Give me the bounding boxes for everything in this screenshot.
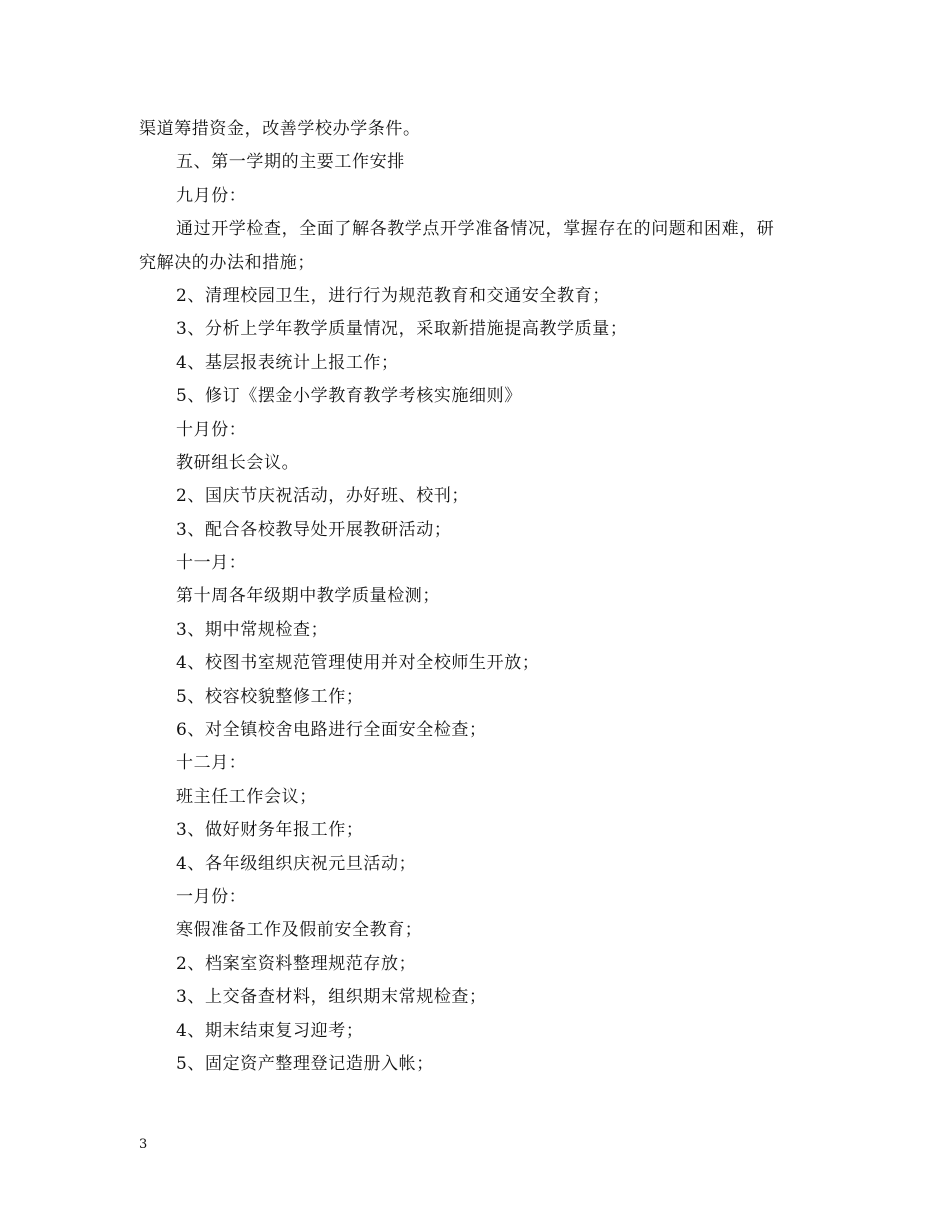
paragraph-line: 五、第一学期的主要工作安排 (176, 152, 405, 173)
page-number: 3 (139, 1137, 148, 1152)
paragraph-line: 4、基层报表统计上报工作； (176, 352, 399, 373)
paragraph-line: 九月份： (176, 185, 247, 206)
paragraph-line: 4、期末结束复习迎考； (176, 1020, 364, 1041)
paragraph-line: 班主任工作会议； (176, 786, 317, 807)
paragraph-line: 十二月： (176, 753, 247, 774)
paragraph-line: 2、档案室资料整理规范存放； (176, 953, 417, 974)
paragraph-line: 究解决的办法和措施； (139, 252, 315, 273)
paragraph-line: 3、分析上学年教学质量情况，采取新措施提高教学质量； (176, 319, 628, 340)
paragraph-line: 一月份： (176, 886, 247, 907)
paragraph-line: 3、做好财务年报工作； (176, 820, 364, 841)
paragraph-line: 3、期中常规检查； (176, 619, 329, 640)
paragraph-line: 3、配合各校教导处开展教研活动； (176, 519, 452, 540)
paragraph-line: 第十周各年级期中教学质量检测； (176, 586, 440, 607)
document-body (139, 113, 819, 1081)
paragraph-line: 4、校图书室规范管理使用并对全校师生开放； (176, 653, 540, 674)
paragraph-line: 6、对全镇校舍电路进行全面安全检查； (176, 720, 487, 741)
paragraph-line: 通过开学检查，全面了解各教学点开学准备情况，掌握存在的问题和困难，研 (176, 219, 775, 240)
paragraph-line: 寒假准备工作及假前安全教育； (176, 920, 423, 941)
paragraph-line: 教研组长会议。 (176, 452, 300, 473)
paragraph-line: 3、上交备查材料，组织期末常规检查； (176, 987, 487, 1008)
paragraph-line: 2、清理校园卫生，进行行为规范教育和交通安全教育； (176, 285, 610, 306)
paragraph-line: 5、校容校貌整修工作； (176, 686, 364, 707)
paragraph-line: 十一月： (176, 553, 247, 574)
paragraph-line: 4、各年级组织庆祝元旦活动； (176, 853, 417, 874)
paragraph-line: 5、固定资产整理登记造册入帐； (176, 1053, 434, 1074)
paragraph-line: 渠道筹措资金，改善学校办学条件。 (139, 119, 421, 139)
paragraph-line: 十月份： (176, 419, 247, 440)
paragraph-line: 2、国庆节庆祝活动，办好班、校刊； (176, 486, 470, 507)
paragraph-line: 5、修订《摆金小学教育教学考核实施细则》 (176, 386, 522, 407)
